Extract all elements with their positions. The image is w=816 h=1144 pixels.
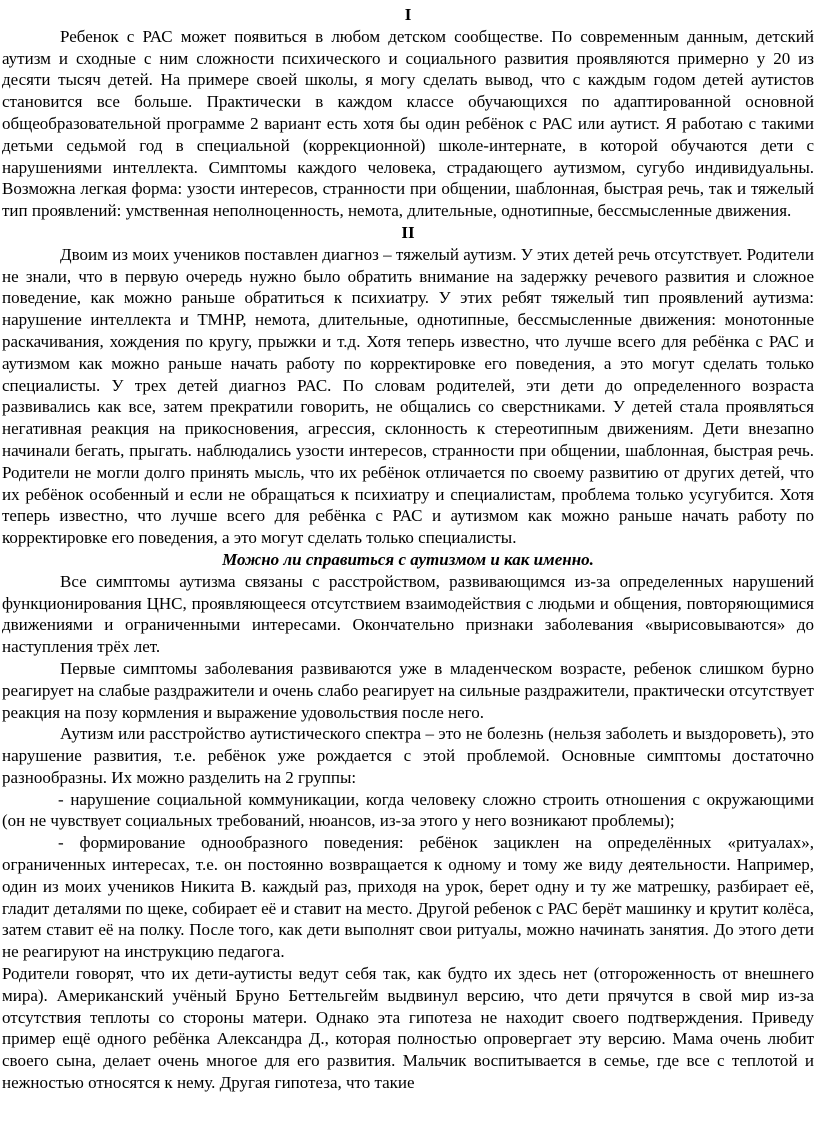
paragraph: Все симптомы аутизма связаны с расстройством, развивающимся из-за определенных нарушений функционирования ЦНС, проявляющееся отсутствием взаимодействия с людьми и общения, повторяющимися движениями и ограниченными интересами. Окончательно признаки заболевания «вырисовываются» до наступления трёх лет. bbox=[2, 571, 814, 657]
paragraph: Ребенок с РАС может появиться в любом детском сообществе. По современным данным, детский аутизм и сходные с ним сложности психического и социального развития проявляются примерно у 20 из десяти тысяч детей. На примере своей школы, я могу сделать вывод, что с каждым годом детей аутистов становится все больше. Практически в каждом классе обучающихся по адаптированной основной общеобразовательной программе 2 вариант есть хотя бы один ребёнок с РАС или аутист. Я работаю с такими детьми седьмой год в специальной (коррекционной) школе-интернате, в которой обучаются дети с нарушениями интеллекта. Симптомы каждого человека, страдающего аутизмом, сугубо индивидуальны. Возможна легкая форма: узости интересов, странности при общении, шаблонная, быстрая речь, так и тяжелый тип проявлений: умственная неполноценность, немота, длительные, однотипные, бессмысленные движения. bbox=[2, 26, 814, 221]
list-item-social-communication: - нарушение социальной коммуникации, когда человеку сложно строить отношения с окружающими (он не чувствует социальных требований, нюансов, из-за этого у него возникают проблемы); bbox=[2, 789, 814, 831]
section-heading-3: Можно ли справиться с аутизмом и как именно. bbox=[222, 549, 594, 569]
paragraph: Первые симптомы заболевания развиваются уже в младенческом возрасте, ребенок слишком бурно реагирует на слабые раздражители и очень слабо реагирует на сильные раздражители, практически отсутствует реакция на позу кормления и выражение удовольствия после него. bbox=[2, 658, 814, 722]
list-item-monotonous-behavior: - формирование однообразного поведения: ребёнок зациклен на определённых «ритуалах», ограниченных интересах, т.е. он постоянно возвращается к одному и тому же виду деятельности. Например, один из моих учеников Никита В. каждый раз, приходя на урок, берет одну и ту же матрешку, разбирает её, гладит деталями по щеке, собирает её и ставит на место. Другой ребенок с РАС берёт машинку и крутит колёса, затем ставит её на полку. После того, как дети выполнят свои ритуалы, можно начинать занятия. До этого дети не реагируют на инструкцию педагога. bbox=[2, 833, 814, 962]
section-heading-1: I bbox=[404, 5, 412, 24]
paragraph: Родители говорят, что их дети-аутисты ведут себя так, как будто их здесь нет (отгороженность от внешнего мира). Американский учёный Бруно Беттельгейм выдвинул версию, что дети прячутся в свой мир из-за отсутствия теплоты со стороны матери. Однако эта гипотеза не находит своего подтверждения. Приведу пример ещё одного ребёнка Александра Д., которая полностью опровергает эту версию. Мама очень любит своего сына, делает очень многое для его развития. Мальчик воспитывается в семье, где все с теплотой и нежностью относятся к нему. Другая гипотеза, что такие bbox=[2, 964, 814, 1093]
section-heading-2: II bbox=[401, 222, 415, 242]
paragraph: Аутизм или расстройство аутистического спектра – это не болезнь (нельзя заболеть и выздороветь), это нарушение развития, т.е. ребёнок уже рождается с этой проблемой. Основные симптомы достаточно разнообразны. Их можно разделить на 2 группы: bbox=[2, 724, 814, 787]
paragraph: Двоим из моих учеников поставлен диагноз – тяжелый аутизм. У этих детей речь отсутствует. Родители не знали, что в первую очередь нужно было обратить внимание на задержку речевого развития и сложное поведение, как можно раньше обратиться к психиатру. У этих ребят тяжелый тип проявлений аутизма: нарушение интеллекта и ТМНР, немота, длительные, однотипные, бессмысленные движения: монотонные раскачивания, хождения по кругу, прыжки и т.д. Хотя теперь известно, что лучше всего для ребёнка с РАС и аутизмом как можно раньше начать работу по корректировке его поведения, а это могут сделать только специалисты. У трех детей диагноз РАС. По словам родителей, эти дети до определенного возраста развивались как все, затем прекратили говорить, не общались со сверстниками. У детей стала проявляться негативная реакция на прикосновения, агрессия, склонность к стереотипным движениям. Дети внезапно начинали бегать, прыгать. наблюдались узости интересов, странности при общении, шаблонная, быстрая речь. Родители не могли долго принять мысль, что их ребёнок отличается по своему развитию от других детей, что их ребёнок особенный и если не обращаться к психиатру и специалистам, проблема только усугубится. Хотя теперь известно, что лучше всего для ребёнка с РАС и аутизмом как можно раньше начать работу по корректировке его поведения, а это могут сделать только специалисты. bbox=[2, 244, 814, 548]
